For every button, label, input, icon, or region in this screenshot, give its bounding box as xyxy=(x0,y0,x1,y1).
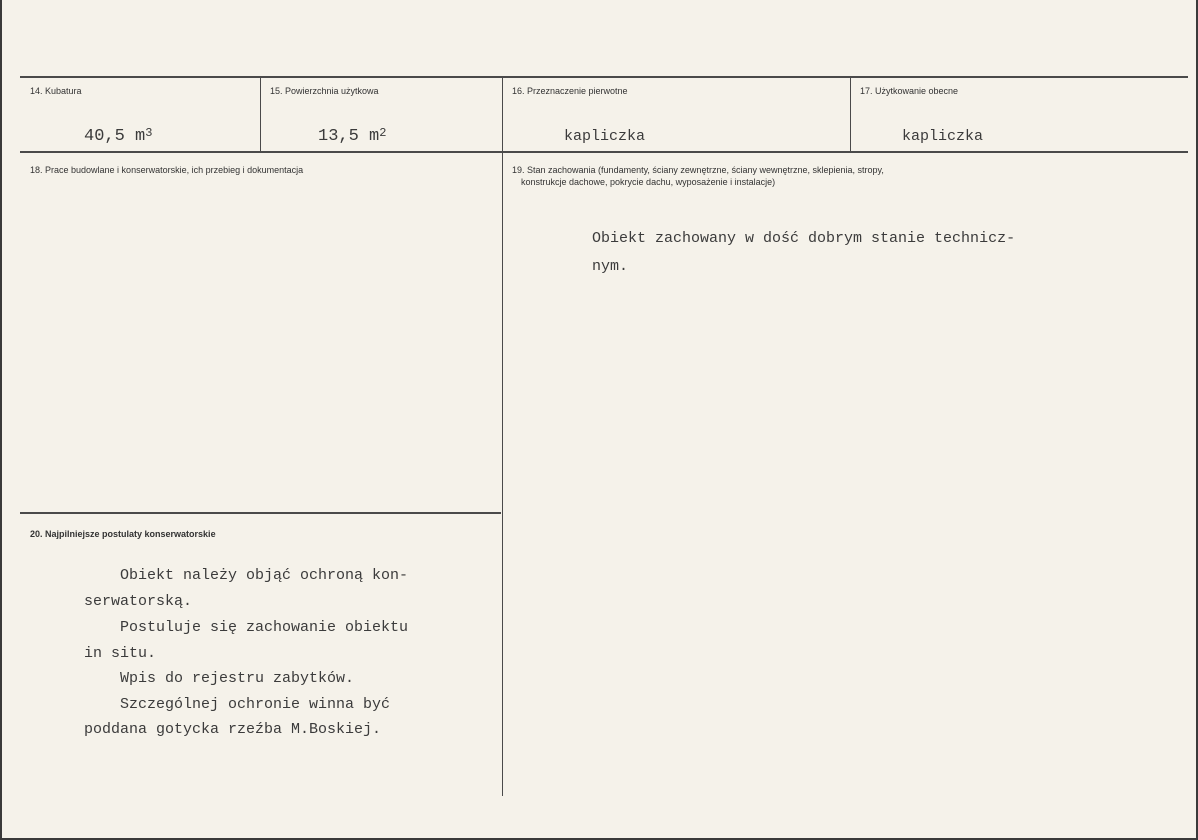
row-divider xyxy=(20,151,1188,153)
field-20-text-line-6: Szczególnej ochronie winna być xyxy=(84,696,391,713)
field-20-text-line-3: Postuluje się zachowanie obiektu xyxy=(84,619,409,636)
field-16-label: 16. Przeznaczenie pierwotne xyxy=(512,86,628,96)
col-divider-3 xyxy=(850,78,851,151)
col-divider-1 xyxy=(260,78,261,151)
field-20-text-line-5: Wpis do rejestru zabytków. xyxy=(84,670,355,687)
field-15-value: 13,5 $m^2$ xyxy=(318,126,387,146)
field-19-label-line2: konstrukcje dachowe, pokrycie dachu, wyposażenie i instalacje) xyxy=(521,177,776,187)
field-19-text-line-2: nym. xyxy=(592,258,629,275)
field-20-text-line-1: Obiekt należy objąć ochroną kon- xyxy=(84,567,409,584)
field-15-label: 15. Powierzchnia użytkowa xyxy=(270,86,379,96)
field-20-text-line-2: serwatorską. xyxy=(84,593,193,610)
section-divider xyxy=(20,512,501,514)
field-16-value: kapliczka xyxy=(564,128,646,145)
field-20-text-line-4: in situ. xyxy=(84,645,157,662)
field-19-text-line-1: Obiekt zachowany w dość dobrym stanie technicz- xyxy=(592,230,1016,247)
field-17-value: kapliczka xyxy=(902,128,984,145)
top-rule xyxy=(20,76,1188,78)
field-20-text-line-7: poddana gotycka rzeźba M.Boskiej. xyxy=(84,721,382,738)
field-14-label: 14. Kubatura xyxy=(30,86,82,96)
field-14-value: 40,5 $m^3$ xyxy=(84,126,153,146)
field-17-label: 17. Użytkowanie obecne xyxy=(860,86,959,96)
col-divider-2 xyxy=(502,78,503,796)
field-19-label-line1: 19. Stan zachowania (fundamenty, ściany zewnętrzne, ściany wewnętrzne, sklepienia, stropy, xyxy=(512,165,884,175)
field-20-label: 20. Najpilniejsze postulaty konserwatorskie xyxy=(30,529,216,539)
field-18-label: 18. Prace budowlane i konserwatorskie, ich przebieg i dokumentacja xyxy=(30,165,304,175)
